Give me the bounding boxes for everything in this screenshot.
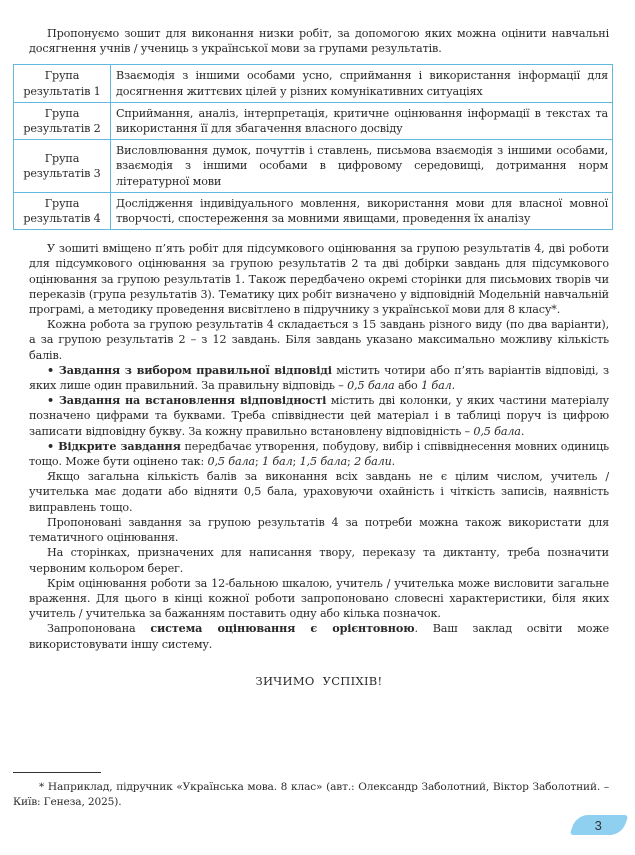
page-number-badge [569, 815, 628, 835]
closing-wish: ЗИЧИМО УСПІХІВ! [255, 673, 383, 688]
bullet-text: містить чотири або п’ять варіантів відповіді, з яких лише один правильний. За правильну відповідь – [29, 363, 609, 393]
group-label: Група результатів 2 [14, 102, 111, 139]
bullet-text: містить дві колонки, у яких частини матеріалу позначено цифрами та буквами. Треба співвіднести цей матеріал і в таблиці поруч із цифрою записати відповідну букву. За кожну правильно встановлену відповідність – [29, 394, 609, 438]
body-paragraph: Крім оцінювання роботи за 12-бальною шкалою, учитель / учителька може висловити загальне враження. Для цього в кінці кожної роботи запропоновано словесні характеристики, біля яких учитель / учителька за бажанням поставить одну або кілька позначок. [29, 576, 609, 621]
footnote [13, 780, 609, 810]
body-paragraph: На сторінках, призначених для написання твору, переказу та диктанту, треба позначити червоним кольором берег. [29, 546, 609, 575]
footnote-text: * Наприклад, підручник «Українська мова. 8 клас» (авт.: Олександр Заболотний, Віктор Заболотний. – Київ: Генеза, 2025). [13, 781, 609, 808]
score-value: 0,5 бала [347, 379, 395, 393]
punct: ; [347, 455, 355, 469]
conjunction: або [394, 379, 422, 393]
bullet-multiple-choice [29, 363, 609, 393]
text: . Ваш заклад освіти може використовувати іншу систему. [29, 622, 610, 651]
score-value: 1,5 бала [299, 455, 348, 469]
punct: . [391, 455, 396, 469]
group-label: Група результатів 1 [14, 65, 111, 102]
bullet-open-task [29, 439, 609, 469]
bullet-term: • Відкрите завдання [47, 438, 181, 453]
table-row [14, 102, 613, 139]
body-paragraph: Кожна робота за групою результатів 4 складається з 15 завдань різного виду (по два варіанти), а за групою результатів 2 – з 12 завдань. Біля завдань указано максимально можливу кількість балів. [29, 318, 609, 362]
group-description: Сприймання, аналіз, інтерпретація, критичне оцінювання інформації в текстах та використання її для збагачення власного досвіду [111, 102, 613, 139]
page-number: 3 [595, 818, 603, 833]
results-groups-table [13, 64, 613, 230]
group-description: Взаємодія з іншими особами усно, сприймання і використання інформації для досягнення життєвих цілей у різних комунікативних ситуаціях [111, 65, 613, 102]
bullet-matching [29, 393, 609, 439]
body-paragraph: У зошиті вміщено п’ять робіт для підсумкового оцінювання за групою результатів 4, дві роботи для підсумкового оцінювання за групою результатів 2 та дві добірки завдань для підсумкового оцінювання за групою результатів 1. Також передбачено окремі сторінки для письмових творів чи переказів (група результатів 3). Тематику цих робіт визначено у відповідній Модельній навчальній програмі, а методику проведення висвітлено в підручнику з української мови для 8 класу*. [29, 242, 609, 317]
score-value: 2 бали [354, 455, 392, 469]
score-value: 1 бал [262, 455, 293, 469]
group-description: Дослідження індивідуального мовлення, використання мови для власної мовної творчості, спостереження за мовними явищами, проведення їх аналізу [111, 192, 613, 229]
score-value: 1 бал [421, 379, 452, 393]
bullet-term: • Завдання на встановлення відповідності [47, 393, 327, 408]
score-value: 0,5 бала [473, 424, 521, 438]
punct: ; [292, 455, 300, 469]
punct: . [451, 379, 456, 393]
page-content [23, 26, 610, 689]
score-value: 0,5 бала [207, 455, 255, 469]
bullet-term: • Завдання з вибором правильної відповіді [47, 362, 332, 377]
body-paragraph: Якщо загальна кількість балів за виконання всіх завдань не є цілим числом, учитель / учителька має додати або відняти 0,5 бала, ураховуючи охайність і чіткість записів, наявність виправлень тощо. [29, 470, 609, 514]
group-label: Група результатів 4 [14, 192, 111, 229]
table-row [14, 192, 613, 229]
table-row [14, 65, 613, 102]
intro-paragraph: Пропонуємо зошит для виконання низки робіт, за допомогою яких можна оцінити навчальні досягнення учнів / учениць з української мови за групами результатів. [29, 27, 609, 56]
punct: . [520, 424, 525, 438]
bullet-text: передбачає утворення, побудову, вибір і співвіднесення мовних одиниць тощо. Може бути оцінено так: [29, 439, 609, 469]
body-paragraph: Пропоновані завдання за групою результатів 4 за потреби можна також використати для тематичного оцінювання. [29, 515, 609, 545]
footnote-divider [13, 772, 101, 773]
body-paragraph [29, 621, 609, 651]
emphasis: система оцінювання є орієнтовною [150, 621, 415, 636]
group-label: Група результатів 3 [14, 140, 111, 193]
group-description: Висловлювання думок, почуттів і ставлень, письмова взаємодія з іншими особами, взаємодія з іншими особами в цифровому середовищі, дотримання норм літературної мови [111, 140, 613, 193]
table-row [14, 140, 613, 193]
text: Запропонована [47, 622, 151, 636]
punct: ; [254, 455, 262, 469]
